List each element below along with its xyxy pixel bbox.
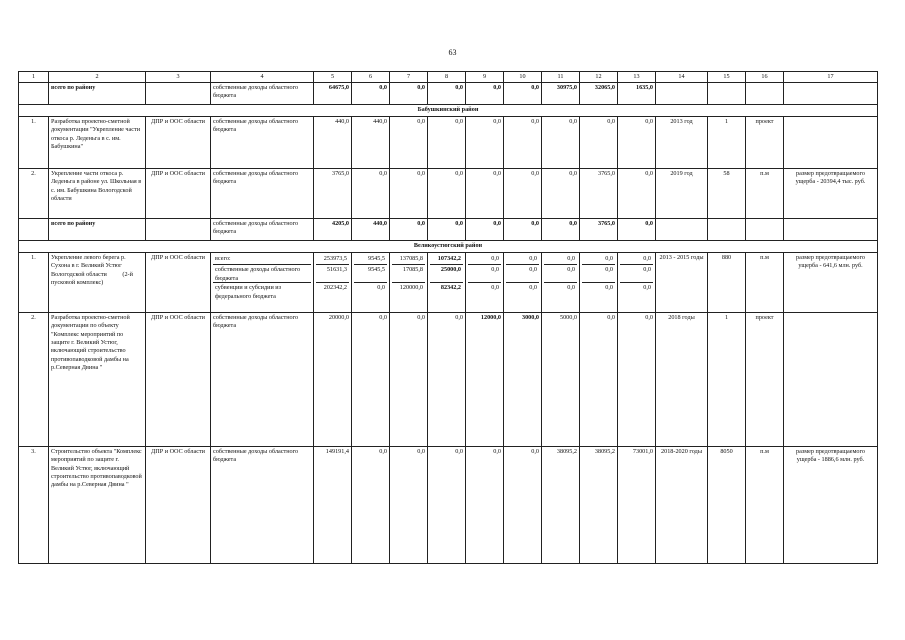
col-header: 7 [390, 72, 428, 83]
col-header: 3 [146, 72, 211, 83]
row-number: 1. [19, 117, 49, 169]
col-header: 6 [352, 72, 390, 83]
unit: п.м [746, 169, 784, 219]
program-table [18, 71, 878, 564]
value-cell: 20000,0 [314, 313, 352, 447]
quantity: 8050 [708, 447, 746, 564]
row-number: 2. [19, 313, 49, 447]
value-cell: 440,0 [352, 219, 390, 241]
executor: ДПР и ООС области [146, 313, 211, 447]
funding-source: собственные доходы областного бюджета [211, 447, 314, 564]
value-cell: 0,0 0,0 0,0 [466, 253, 504, 313]
effect [784, 117, 878, 169]
value-cell: 107342,2 25000,0 82342,2 [428, 253, 466, 313]
col-header: 16 [746, 72, 784, 83]
value-cell: 0,0 [466, 169, 504, 219]
col-header: 2 [49, 72, 146, 83]
executor: ДПР и ООС области [146, 253, 211, 313]
executor: ДПР и ООС области [146, 169, 211, 219]
value-cell: 0,0 [618, 313, 656, 447]
measure-name-part: Укрепление левого берега р. Сухона в г. Великий Устюг Вологодской области [51, 254, 126, 278]
value-cell: 0,0 [466, 117, 504, 169]
total-row [19, 219, 878, 241]
value-cell: 0,0 0,0 0,0 [618, 253, 656, 313]
value-cell: 0,0 0,0 0,0 [542, 253, 580, 313]
unit: п.м [746, 447, 784, 564]
effect: размер предотвращаемого ущерба - 1886,6 млн. руб. [784, 447, 878, 564]
total-label: всего по району [49, 219, 146, 241]
period: 2019 год [656, 169, 708, 219]
col-header: 14 [656, 72, 708, 83]
effect: размер предотвращаемого ущерба - 20394,4 тыс. руб. [784, 169, 878, 219]
period: 2013 год [656, 117, 708, 169]
value-cell: 3765,0 [580, 219, 618, 241]
period: 2018-2020 годы [656, 447, 708, 564]
measure-name: Строительство объекта "Комплекс мероприятий по защите г. Великий Устюг, включающий строительство противопаводковой дамбы на р.Северная Двина " [49, 447, 146, 564]
funding-source: собственные доходы областного бюджета [211, 83, 314, 105]
value-cell: 0,0 [390, 447, 428, 564]
header-row [19, 72, 878, 83]
value-cell: 0,0 [618, 219, 656, 241]
value-cell: 4205,0 [314, 219, 352, 241]
value-cell: 0,0 [352, 447, 390, 564]
value-cell: 0,0 [428, 447, 466, 564]
funding-source: всего: собственные доходы областного бюджета субвенции и субсидии из федерального бюджета [211, 253, 314, 313]
value-cell: 0,0 [542, 169, 580, 219]
value-cell: 0,0 0,0 0,0 [504, 253, 542, 313]
value-cell: 32065,0 [580, 83, 618, 105]
funding-source: собственные доходы областного бюджета [211, 117, 314, 169]
value-cell: 73001,0 [618, 447, 656, 564]
col-header: 15 [708, 72, 746, 83]
value-cell: 3000,0 [504, 313, 542, 447]
quantity: 1 [708, 313, 746, 447]
measure-name: Разработка проектно-сметной документации по объекту "Комплекс мероприятий по защите г. Великий Устюг, включающий строительство противопаводковой дамбы на р.Северная Двина " [49, 313, 146, 447]
value-cell: 0,0 [504, 117, 542, 169]
row-number: 2. [19, 169, 49, 219]
value-cell: 0,0 [428, 169, 466, 219]
executor: ДПР и ООС области [146, 447, 211, 564]
value-cell: 0,0 [504, 169, 542, 219]
measure-name-part: (2-й [122, 270, 133, 278]
value-cell: 64675,0 [314, 83, 352, 105]
col-header: 11 [542, 72, 580, 83]
value-cell: 1635,0 [618, 83, 656, 105]
value-cell: 0,0 [618, 169, 656, 219]
col-header: 1 [19, 72, 49, 83]
col-header: 13 [618, 72, 656, 83]
value-cell: 9545,5 9545,5 0,0 [352, 253, 390, 313]
measure-name: Разработка проектно-сметной документации "Укрепление части откоса р. Леденьга в с. им. Бабушкина" [49, 117, 146, 169]
value-cell: 0,0 [390, 219, 428, 241]
row-number: 3. [19, 447, 49, 564]
value-cell: 30975,0 [542, 83, 580, 105]
value-cell: 0,0 [466, 83, 504, 105]
value-cell: 0,0 [580, 117, 618, 169]
value-cell: 0,0 [390, 117, 428, 169]
col-header: 8 [428, 72, 466, 83]
funding-source: собственные доходы областного бюджета [211, 169, 314, 219]
total-row [19, 83, 878, 105]
col-header: 17 [784, 72, 878, 83]
section-row [19, 105, 878, 117]
value-cell: 12000,0 [466, 313, 504, 447]
value-cell: 0,0 [580, 313, 618, 447]
value-cell: 440,0 [352, 117, 390, 169]
value-cell: 0,0 [504, 447, 542, 564]
value-cell: 38095,2 [542, 447, 580, 564]
effect [784, 313, 878, 447]
unit: проект [746, 117, 784, 169]
value-cell: 0,0 [390, 313, 428, 447]
quantity: 880 [708, 253, 746, 313]
value-cell: 149191,4 [314, 447, 352, 564]
value-cell: 0,0 [428, 219, 466, 241]
col-header: 4 [211, 72, 314, 83]
value-cell: 0,0 [352, 313, 390, 447]
value-cell: 3765,0 [314, 169, 352, 219]
table-row [19, 169, 878, 219]
col-header: 10 [504, 72, 542, 83]
value-cell: 0,0 [390, 169, 428, 219]
value-cell: 3765,0 [580, 169, 618, 219]
value-cell: 38095,2 [580, 447, 618, 564]
value-cell: 5000,0 [542, 313, 580, 447]
value-cell: 0,0 [542, 219, 580, 241]
value-cell: 0,0 [504, 83, 542, 105]
unit: п.м [746, 253, 784, 313]
value-cell: 0,0 [618, 117, 656, 169]
table-row [19, 313, 878, 447]
measure-name-part: пусковой комплекс) [51, 279, 104, 287]
funding-source: собственные доходы областного бюджета [211, 219, 314, 241]
value-cell: 0,0 [352, 83, 390, 105]
value-cell: 0,0 [428, 83, 466, 105]
executor: ДПР и ООС области [146, 117, 211, 169]
value-cell: 0,0 [542, 117, 580, 169]
measure-name [49, 253, 146, 313]
value-cell: 137085,8 17085,8 120000,0 [390, 253, 428, 313]
quantity: 58 [708, 169, 746, 219]
effect: размер предотвращаемого ущерба - 641,6 млн. руб. [784, 253, 878, 313]
total-label: всего по району [49, 83, 146, 105]
value-cell: 0,0 [466, 219, 504, 241]
col-header: 5 [314, 72, 352, 83]
measure-name: Укрепление части откоса р. Леденьга в районе ул. Школьная в с. им. Бабушкина Вологодской области [49, 169, 146, 219]
value-cell: 0,0 [390, 83, 428, 105]
value-cell: 0,0 0,0 0,0 [580, 253, 618, 313]
col-header: 9 [466, 72, 504, 83]
col-header: 12 [580, 72, 618, 83]
period: 2013 - 2015 годы [656, 253, 708, 313]
section-title: Великоустюгский район [19, 241, 878, 253]
section-row [19, 241, 878, 253]
row-number: 1. [19, 253, 49, 313]
value-cell: 253973,5 51631,3 202342,2 [314, 253, 352, 313]
table-row [19, 117, 878, 169]
quantity: 1 [708, 117, 746, 169]
table-row [19, 253, 878, 313]
unit: проект [746, 313, 784, 447]
value-cell: 0,0 [428, 313, 466, 447]
period: 2018 годы [656, 313, 708, 447]
value-cell: 0,0 [428, 117, 466, 169]
section-title: Бабушкинский район [19, 105, 878, 117]
table-row [19, 447, 878, 564]
value-cell: 0,0 [352, 169, 390, 219]
value-cell: 0,0 [504, 219, 542, 241]
value-cell: 440,0 [314, 117, 352, 169]
funding-source: собственные доходы областного бюджета [211, 313, 314, 447]
page-number: 63 [448, 48, 457, 57]
value-cell: 0,0 [466, 447, 504, 564]
